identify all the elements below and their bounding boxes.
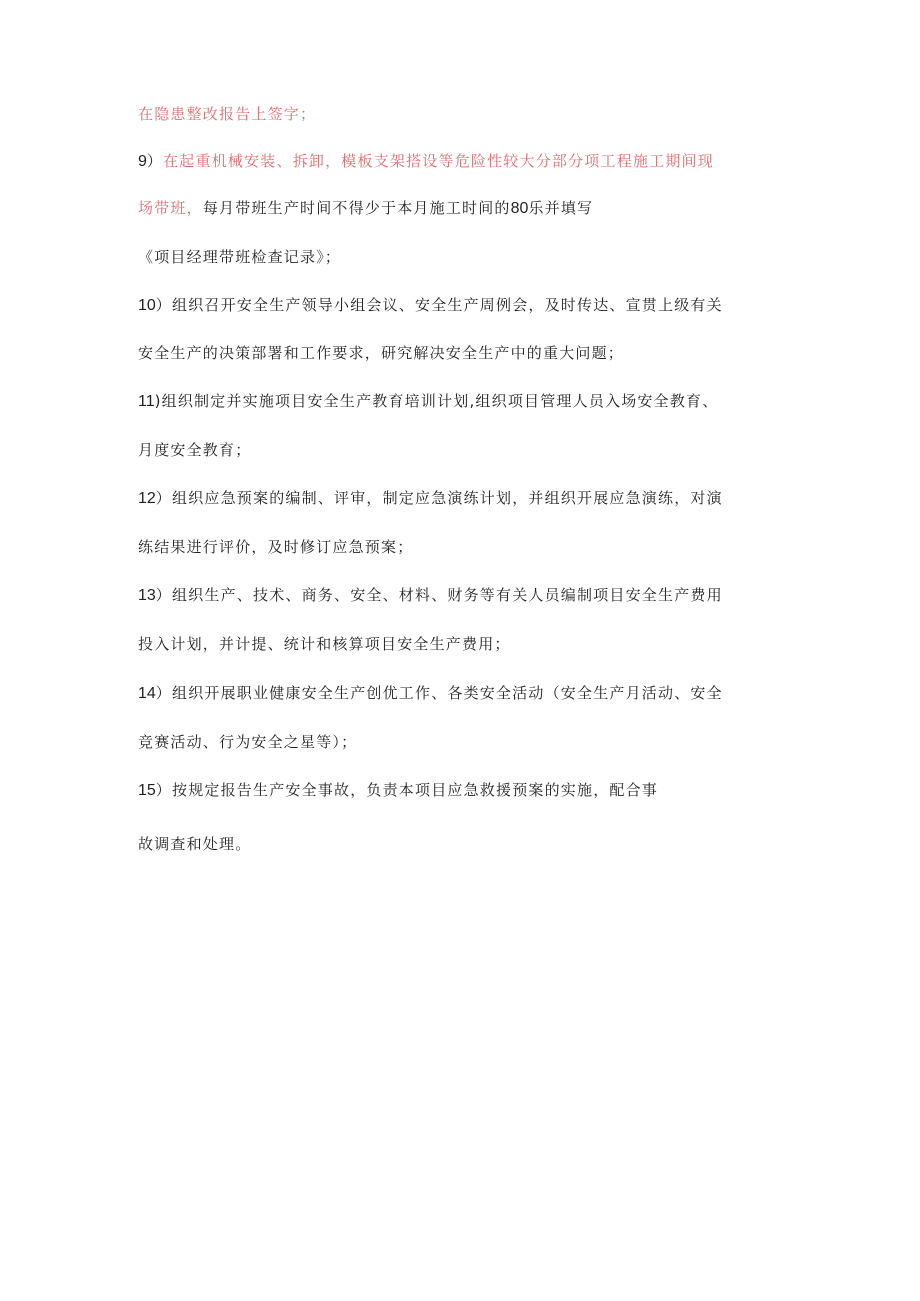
number-segment: 80 bbox=[510, 200, 529, 217]
item-number: 14 bbox=[138, 685, 156, 702]
line-segment: ）组织生产、技术、商务、安全、材料、财务等有关人员编制项目安全生产费用 bbox=[155, 586, 723, 604]
line-segment: 乐并填写 bbox=[528, 199, 594, 217]
line-segment: 《项目经理带班检查记录》； bbox=[138, 248, 342, 266]
line-segment: ）按规定报告生产安全事故，负责本项目应急救援预案的实施，配合事 bbox=[155, 781, 659, 799]
text-line bbox=[138, 634, 511, 654]
text-line bbox=[138, 151, 714, 172]
text-line bbox=[138, 247, 341, 267]
text-line bbox=[138, 834, 251, 854]
line-segment: ）组织应急预案的编制、评审，制定应急演练计划，并组织开展应急演练，对演 bbox=[155, 489, 723, 507]
line-segment: ）组织开展职业健康安全生产创优工作、各类安全活动（安全生产月活动、安全 bbox=[155, 684, 723, 702]
line-segment: 每月带班生产时间不得少于本月施工时间的 bbox=[202, 199, 511, 217]
text-line bbox=[138, 585, 723, 606]
item-number: 10 bbox=[138, 297, 156, 314]
item-number: 15 bbox=[138, 782, 156, 799]
item-number: 9 bbox=[138, 153, 147, 170]
line-segment: ） bbox=[146, 152, 164, 170]
text-line bbox=[138, 198, 593, 219]
text-line bbox=[138, 343, 624, 363]
text-line bbox=[138, 683, 723, 704]
line-segment: 故调查和处理。 bbox=[138, 835, 252, 853]
item-number: 13 bbox=[138, 587, 156, 604]
line-segment: 投入计划，并计提、统计和核算项目安全生产费用； bbox=[138, 635, 511, 653]
text-line bbox=[138, 391, 718, 412]
line-segment: 练结果进行评价，及时修订应急预案； bbox=[138, 538, 414, 556]
line-segment: 竞赛活动、行为安全之星等）； bbox=[138, 733, 358, 751]
text-line bbox=[138, 295, 723, 316]
text-line bbox=[138, 732, 357, 752]
text-line bbox=[138, 488, 723, 509]
line-segment: 场带班， bbox=[138, 199, 203, 217]
line-segment: 在隐患整改报告上签字； bbox=[138, 105, 317, 123]
text-line bbox=[138, 537, 413, 557]
text-line bbox=[138, 780, 658, 801]
line-segment: ）组织召开安全生产领导小组会议、安全生产周例会，及时传达、宣贯上级有关 bbox=[155, 296, 723, 314]
text-line bbox=[138, 440, 251, 460]
line-segment: 安全生产的决策部署和工作要求，研究解决安全生产中的重大问题； bbox=[138, 344, 625, 362]
text-line bbox=[138, 104, 316, 124]
line-segment: 月度安全教育； bbox=[138, 441, 252, 459]
line-segment: )组织制定并实施项目安全生产教育培训计划,组织项目管理人员入场安全教育、 bbox=[154, 392, 719, 410]
line-segment: 在起重机械安装、拆卸，模板支架搭设等危险性较大分部分项工程施工期间现 bbox=[163, 152, 714, 170]
item-number: 12 bbox=[138, 490, 156, 507]
item-number: 11 bbox=[138, 393, 155, 410]
